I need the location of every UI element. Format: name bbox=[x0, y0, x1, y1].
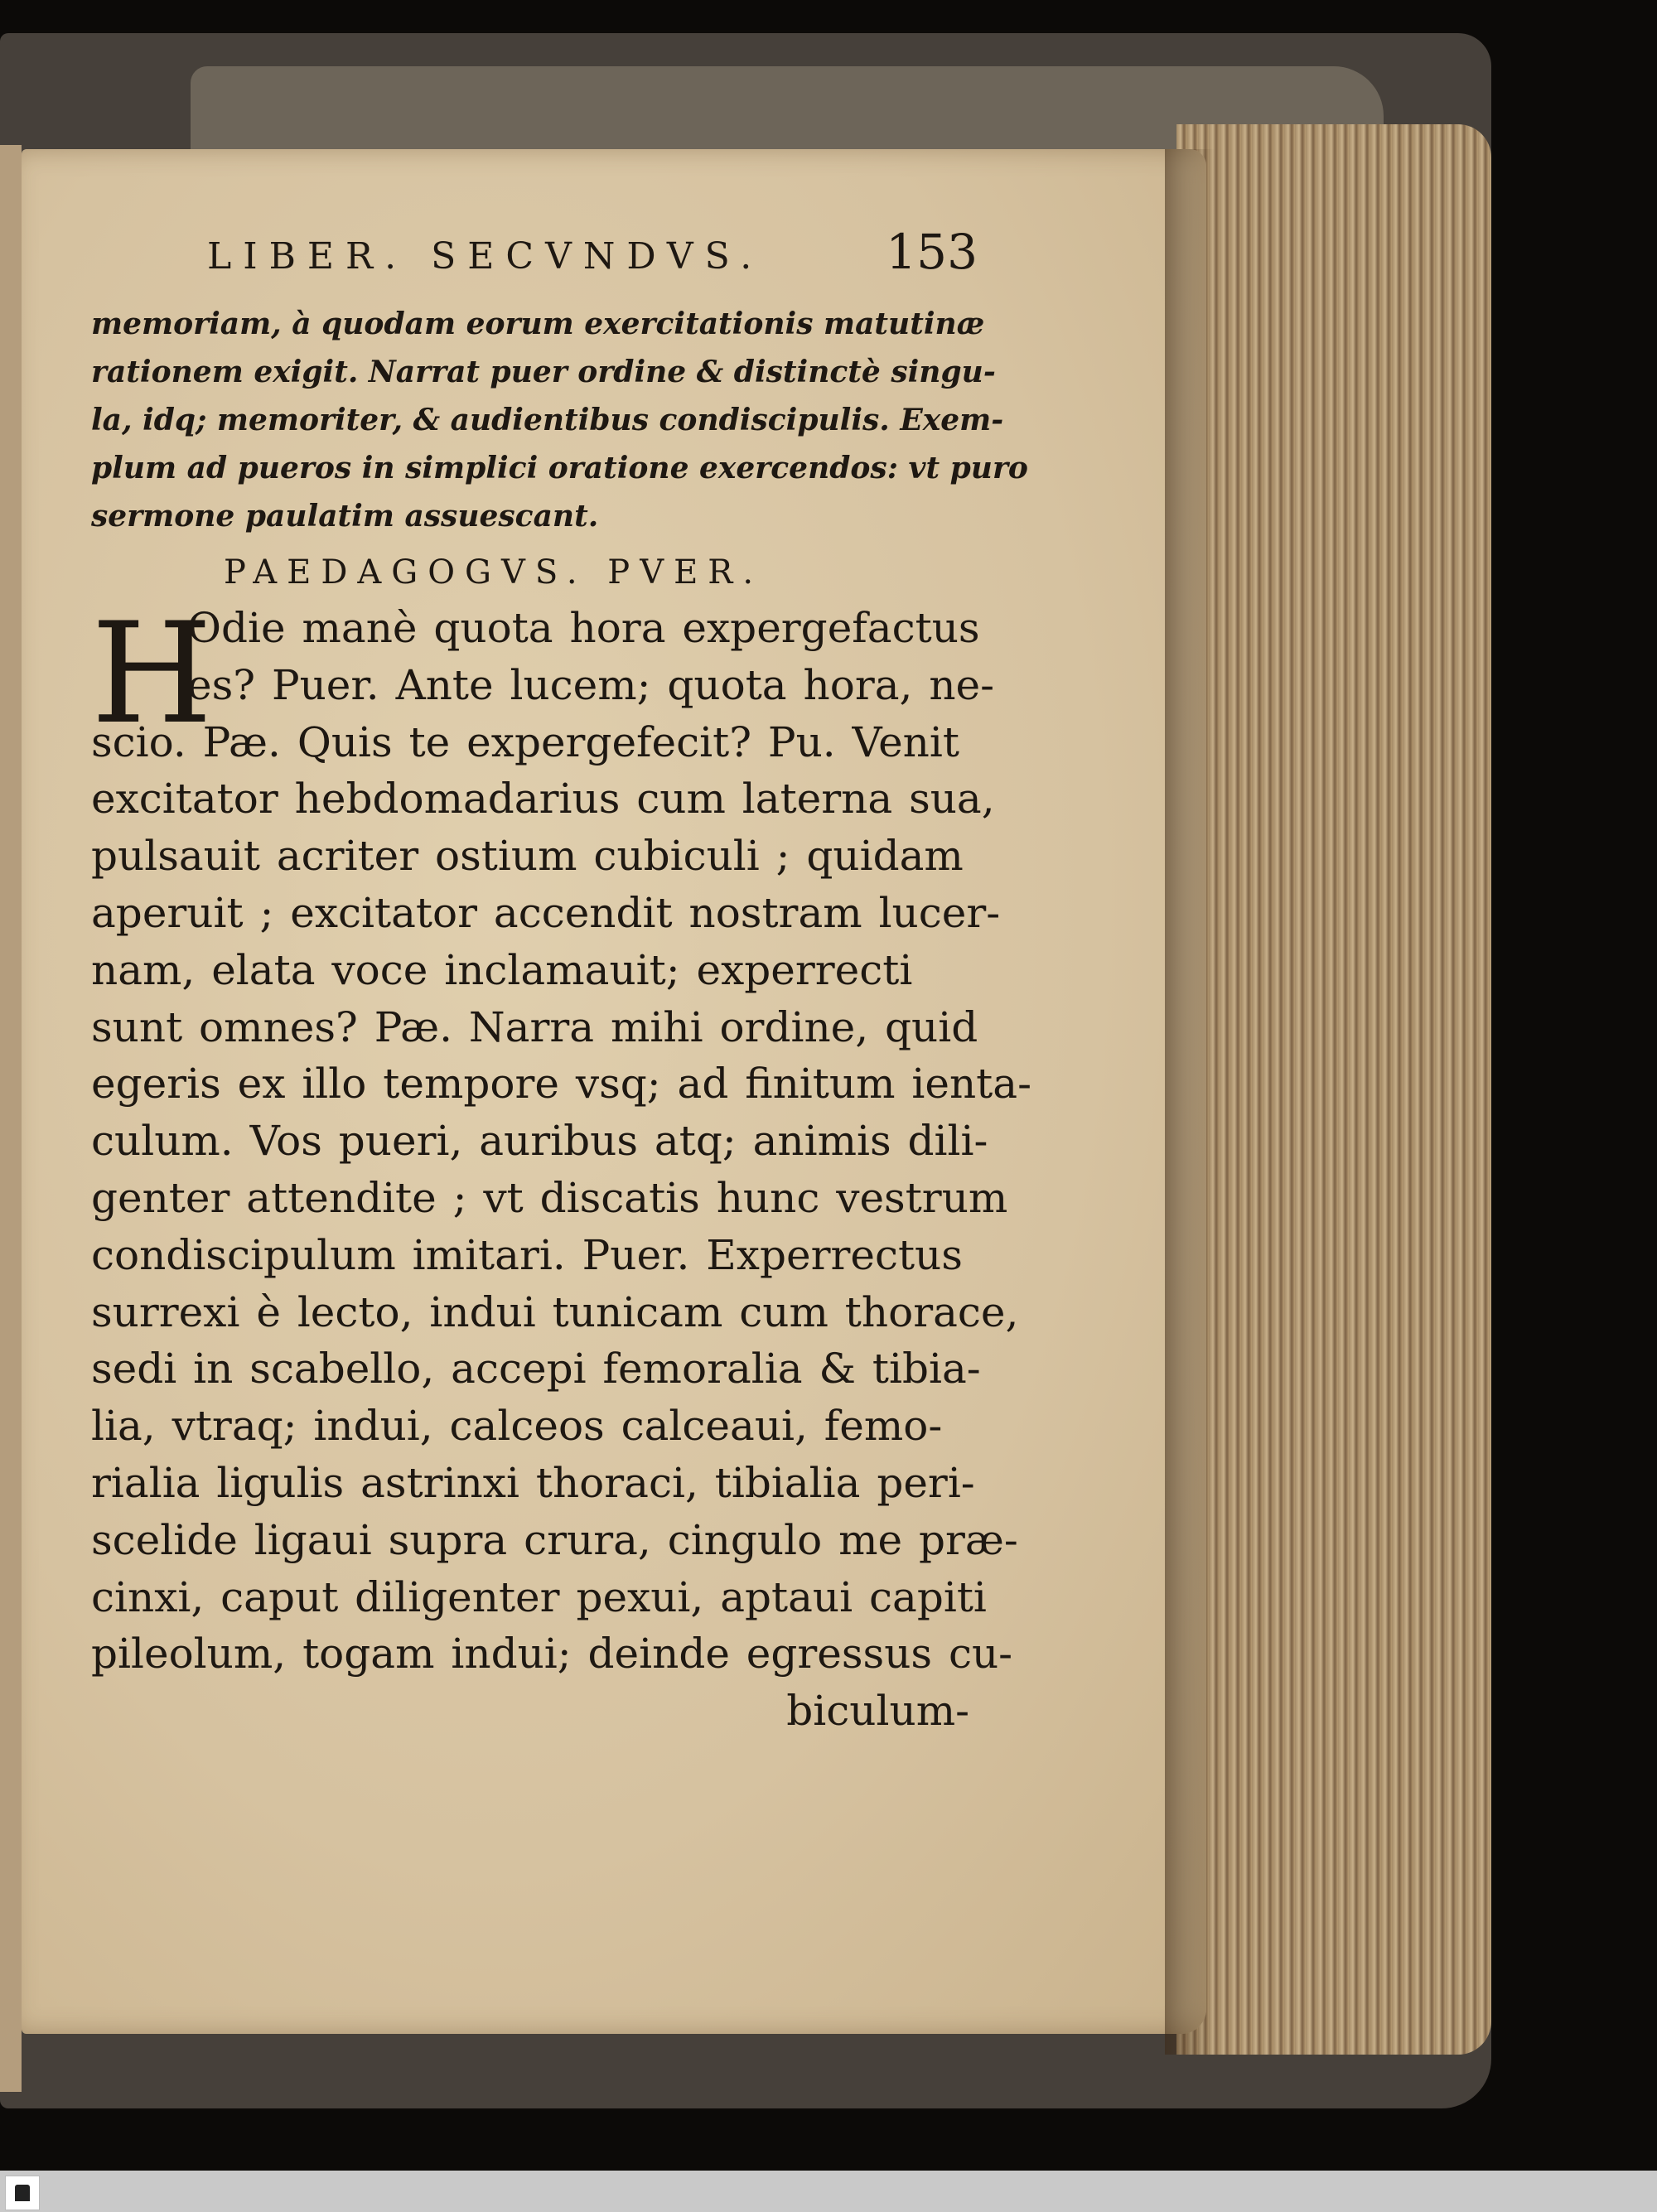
body-line: surrexi è lecto, indui tunicam cum thorace, bbox=[91, 1287, 1019, 1336]
body-line: scelide ligaui supra crura, cingulo me præ- bbox=[91, 1515, 1018, 1564]
page-shadow bbox=[1165, 149, 1215, 2055]
running-head bbox=[91, 224, 978, 300]
body-line: nam, elata voce inclamauit; experrecti bbox=[91, 945, 913, 994]
catchword: biculum- bbox=[786, 1687, 969, 1736]
intro-line: rationem exigit. Narrat puer ordine & distinctè singu- bbox=[91, 355, 996, 389]
body-line: excitator hebdomadarius cum laterna sua, bbox=[91, 775, 995, 823]
body-line: condiscipulum imitari. Puer. Experrectus bbox=[91, 1230, 963, 1279]
logo-mark bbox=[15, 2185, 30, 2201]
body-line: pulsauit acriter ostium cubiculi ; quidam bbox=[91, 832, 964, 881]
intro-line: la, idq; memoriter, & audientibus condiscipulis. Exem- bbox=[91, 403, 1004, 437]
library-logo-icon bbox=[5, 2176, 40, 2210]
body-line: culum. Vos pueri, auribus atq; animis dili- bbox=[91, 1117, 988, 1166]
body-line: egeris ex illo tempore vsq; ad finitum ienta- bbox=[91, 1060, 1031, 1108]
body-line: aperuit ; excitator accendit nostram lucer- bbox=[91, 888, 1001, 937]
drop-cap: H bbox=[91, 592, 213, 755]
body-line: lia, vtraq; indui, calceos calceaui, femo- bbox=[91, 1402, 943, 1451]
page-text-block bbox=[91, 224, 1031, 1739]
body-line: sedi in scabello, accepi femoralia & tibia- bbox=[91, 1345, 981, 1393]
page-number: 153 bbox=[886, 224, 978, 280]
body-line: pileolum, togam indui; deinde egressus cu- bbox=[91, 1630, 1013, 1678]
body-line: cinxi, caput diligenter pexui, aptaui capiti bbox=[91, 1572, 987, 1621]
dialogue-body bbox=[91, 592, 1031, 1739]
body-line: Odie manè quota hora expergefactus bbox=[187, 604, 980, 652]
viewer-footer-bar bbox=[0, 2171, 1657, 2212]
body-line: rialia ligulis astrinxi thoraci, tibialia peri- bbox=[91, 1458, 975, 1507]
body-line: sunt omnes? Pæ. Narra mihi ordine, quid bbox=[91, 1002, 978, 1051]
book-page bbox=[22, 149, 1206, 2034]
intro-line: memoriam, à quodam eorum exercitationis matutinæ bbox=[91, 307, 985, 341]
page-block-edge bbox=[1176, 124, 1491, 2055]
intro-line: plum ad pueros in simplici oratione exercendos: vt puro bbox=[91, 451, 1028, 485]
body-line: genter attendite ; vt discatis hunc vestrum bbox=[91, 1173, 1008, 1222]
intro-paragraph bbox=[91, 300, 1028, 540]
running-head-title: LIBER. SECVNDVS. bbox=[207, 235, 764, 278]
speakers-heading: PAEDAGOGVS. PVER. bbox=[224, 553, 764, 592]
body-line: es? Puer. Ante lucem; quota hora, ne- bbox=[187, 660, 994, 709]
intro-line: sermone paulatim assuescant. bbox=[91, 499, 599, 534]
facing-page-edge bbox=[0, 145, 22, 2092]
body-line: scio. Pæ. Quis te expergefecit? Pu. Venit bbox=[91, 717, 959, 766]
